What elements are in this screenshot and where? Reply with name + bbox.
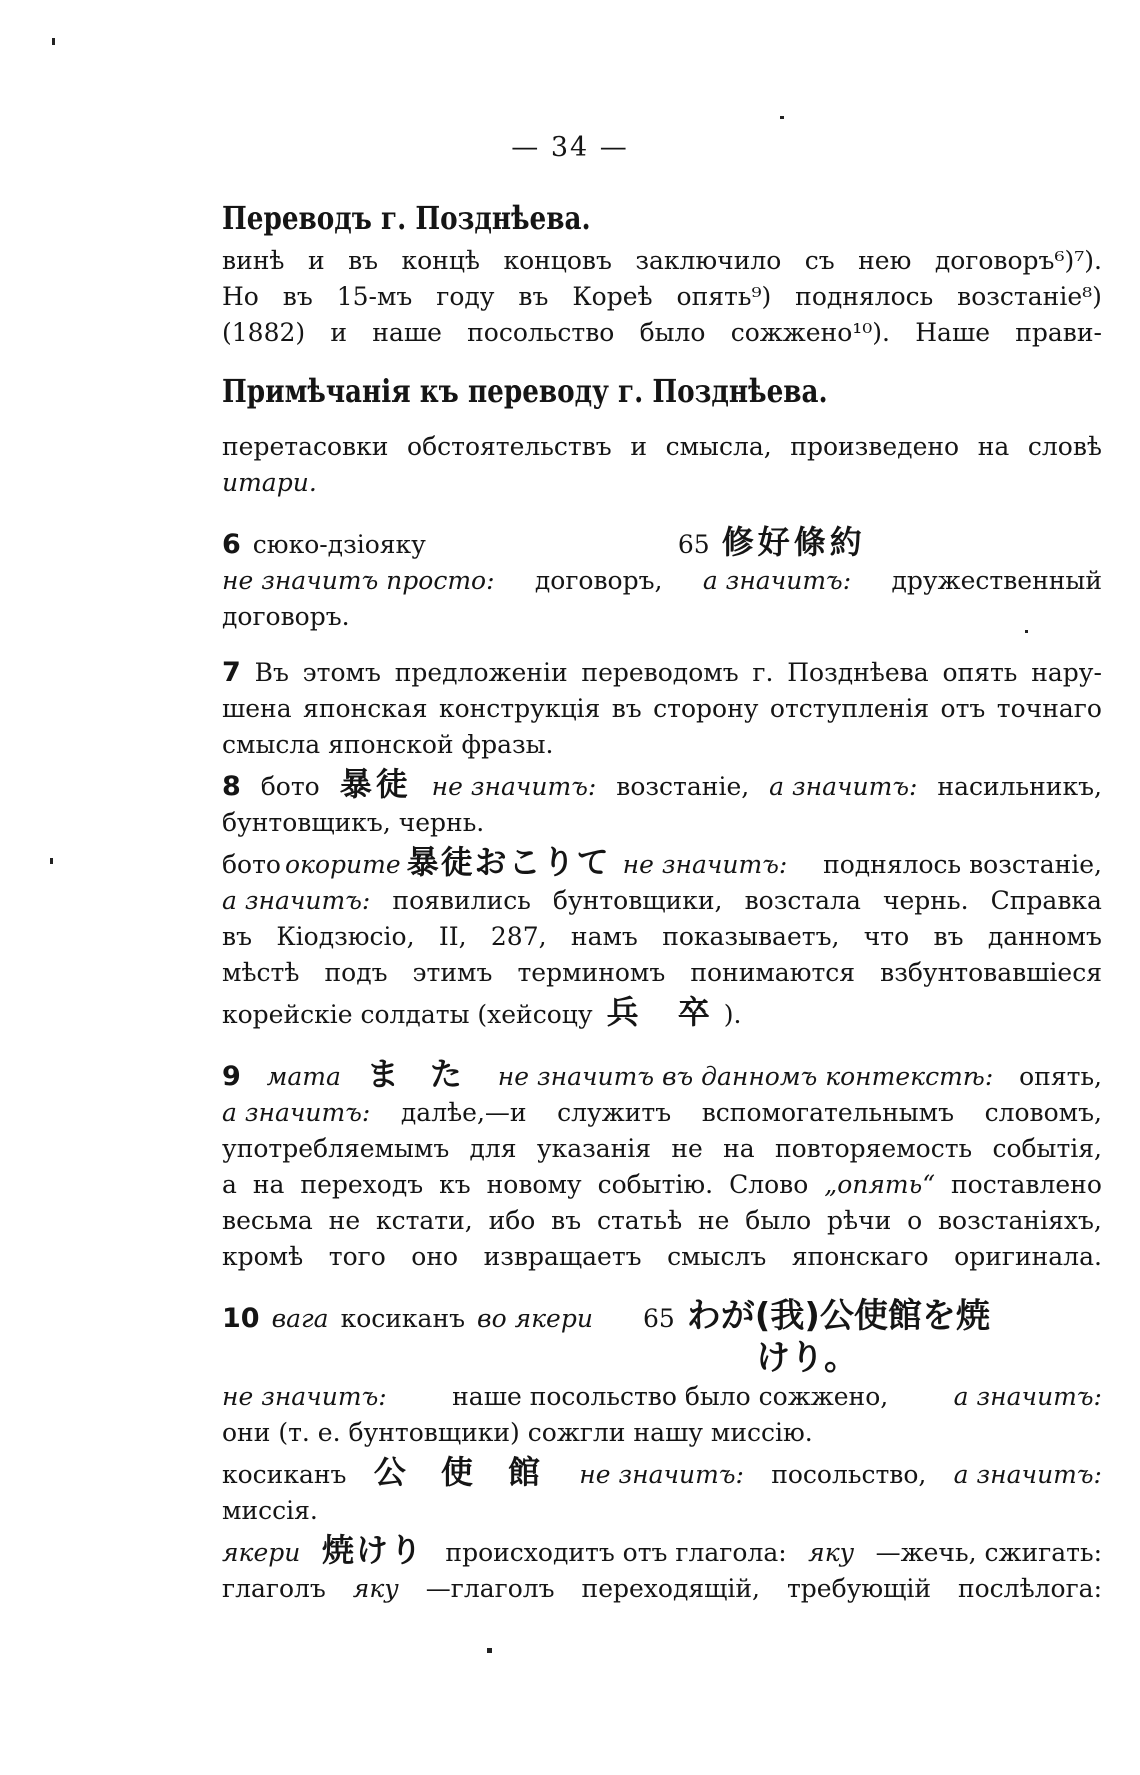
note-term: сюко-дзiояку [252, 530, 426, 559]
note-6-heading: 6 сюко-дзiояку 65 修好條約 [222, 521, 1102, 563]
note-8-line-6: мѣстѣ подъ этимъ терминомъ понимаются взбунтовавшіеся [222, 958, 1102, 987]
note-10-line-7: глаголъ яку —глаголъ переходящій, требующій послѣлога: [222, 1574, 1102, 1603]
notes-title: Примѣчанія къ переводу г. Позднѣева. [222, 372, 828, 410]
note-8-line-3: бото окорите 暴徒おこりて не значитъ: поднялось возстаніе, [222, 843, 1102, 881]
note-10-line-3: они (т. е. бунтовщики) сожгли нашу миссію. [222, 1418, 813, 1447]
note-9-heading: 9 мата ま た не значитъ въ данномъ контекстѣ: опять, [222, 1053, 1102, 1095]
note-6-line-2: договоръ. [222, 602, 350, 631]
note-10-line-2: не значитъ: наше посольство было сожжено, а значитъ: [222, 1382, 1102, 1411]
note-number: 6 [222, 529, 241, 560]
note-9-line-2: а значитъ: далѣе,—и служитъ вспомогательнымъ словомъ, [222, 1098, 1102, 1127]
note-number: 8 [222, 771, 241, 802]
note-7-line-3: смысла японской фразы. [222, 730, 554, 759]
notes-intro-word: итари. [222, 468, 317, 497]
translation-line-3: (1882) и наше посольство было сожжено¹⁰). Наше прави- [222, 318, 1102, 347]
notes-intro-line: перетасовки обстоятельствъ и смысла, произведено на словѣ [222, 432, 1102, 461]
text-column [222, 193, 1102, 1607]
translation-line-1: винѣ и въ концѣ концовъ заключило съ нею договоръ⁶)⁷). [222, 246, 1102, 275]
note-8-line-5: въ Кiодзюсiо, II, 287, намъ показываетъ, что въ данномъ [222, 922, 1102, 951]
note-8-line-2: бунтовщикъ, чернь. [222, 808, 485, 837]
note-kanji: 暴徒 [339, 765, 412, 803]
note-9-line-3: употребляемымъ для указанія не на повторяемость событія, [222, 1134, 1102, 1163]
note-8-line-7: корейскіе солдаты (хейсоцу 兵 卒 ). [222, 993, 742, 1031]
note-6-line-1: не значитъ просто: договоръ, а значитъ: дружественный [222, 566, 1102, 595]
note-10-line-6: якери 焼けり происходитъ отъ глагола: яку —жечь, сжигать: [222, 1531, 1102, 1569]
note-number: 10 [222, 1303, 260, 1334]
note-kanji: 兵 卒 [606, 993, 724, 1031]
note-8-heading: 8 бото 暴徒 не значитъ: возстаніе, а значитъ: насильникъ, [222, 763, 1102, 805]
note-10-line-4: косиканъ 公 使 館 не значитъ: посольство, а значитъ: [222, 1453, 1102, 1491]
scan-speck [52, 38, 55, 45]
note-8-line-4: а значитъ: появились бунтовщики, возстала чернь. Справка [222, 886, 1102, 915]
note-kana: ま た [366, 1055, 472, 1093]
note-kanji: 公 使 館 [373, 1453, 553, 1491]
note-10-heading-cont [222, 1337, 1102, 1379]
note-10-heading: 10 вага косиканъ во якери 65 わが(我)公使館を焼 [222, 1295, 1102, 1337]
note-9-line-4: а на переходъ къ новому событію. Слово „опять“ поставлено [222, 1170, 1102, 1199]
page-number: — 34 — [511, 132, 629, 163]
note-9-line-5: весьма не кстати, ибо въ статьѣ не было рѣчи о возстаніяхъ, [222, 1206, 1102, 1235]
scan-speck [50, 858, 53, 864]
note-japanese: けり。 [756, 1338, 858, 1378]
note-kanji: 暴徒おこりて [406, 843, 611, 881]
note-number: 9 [222, 1061, 241, 1092]
note-japanese: わが(我)公使館を焼 [686, 1296, 990, 1336]
scan-speck [487, 1648, 492, 1653]
note-7-line-2: шена японская конструкція въ сторону отступленія отъ точнаго [222, 694, 1102, 723]
note-kanji: 修好條約 [721, 523, 866, 561]
note-kanji: 焼けり [321, 1531, 424, 1569]
note-9-line-6: кромѣ того оно извращаетъ смыслъ японскаго оригинала. [222, 1242, 1102, 1271]
scan-speck [780, 116, 784, 119]
note-7-line-1: 7 Въ этомъ предложеніи переводомъ г. Позднѣева опять нару- [222, 655, 1102, 691]
note-10-line-5: миссія. [222, 1496, 318, 1525]
translation-title: Переводъ г. Позднѣева. [222, 199, 591, 237]
note-number: 7 [222, 657, 241, 688]
translation-line-2: Но въ 15-мъ году въ Кореѣ опять⁹) поднялось возстаніе⁸) [222, 282, 1102, 311]
